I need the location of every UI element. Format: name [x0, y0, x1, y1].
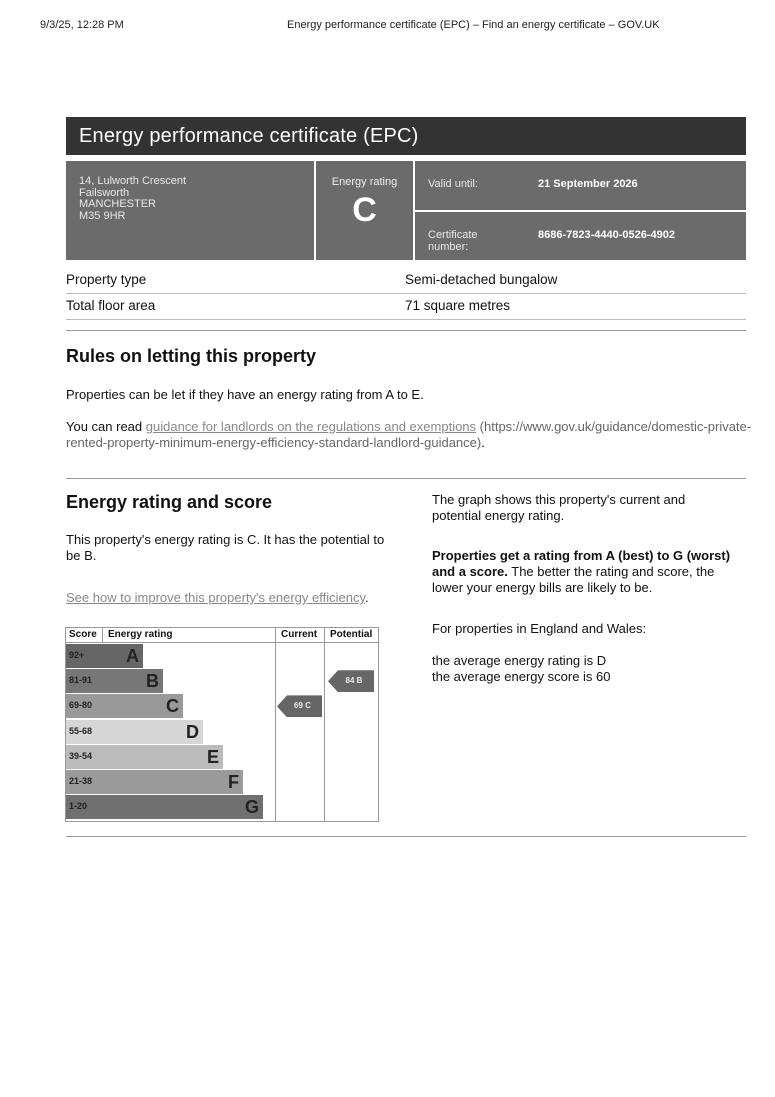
energy-rating-label: Energy rating: [331, 176, 398, 188]
chart-divider: [275, 628, 276, 821]
chart-header-rating: Energy rating: [108, 629, 173, 640]
band-score-label: 92+: [69, 650, 85, 660]
address-line: M35 9HR: [79, 209, 126, 222]
guidance-url-line2: rented-property-minimum-energy-efficiency-standard-landlord-guidance): [66, 435, 482, 450]
chart-header-rule: [66, 642, 378, 643]
band-bar: [103, 694, 183, 718]
property-type-label: Property type: [66, 272, 147, 287]
divider: [66, 836, 746, 837]
certificate-number-box: [415, 212, 746, 260]
rating-band-d: [66, 720, 275, 744]
chart-header-current: Current: [281, 629, 318, 640]
improve-para: [66, 590, 386, 606]
letting-para2-suffix: .: [481, 435, 485, 450]
band-bar: [103, 745, 223, 769]
band-score-label: 21-38: [69, 776, 93, 786]
certificate-number-value: 8686-7823-4440-0526-4902: [538, 229, 676, 241]
address-line: 14, Lulworth Crescent: [79, 175, 186, 187]
letting-para2-prefix: You can read: [66, 419, 146, 434]
band-score-label: 1-20: [69, 801, 88, 812]
floor-area-row: [66, 293, 746, 320]
letting-heading: Rules on letting this property: [66, 346, 317, 366]
valid-until-value: 21 September 2026: [538, 178, 638, 190]
guidance-url-line1: (https://www.gov.uk/guidance/domestic-private-: [479, 419, 752, 434]
floor-area-value: 71 square metres: [405, 298, 511, 313]
energy-rating-box: [316, 161, 413, 260]
band-bar: [103, 720, 203, 744]
band-letter: C: [166, 696, 179, 717]
band-score-label: 39-54: [69, 750, 93, 761]
property-type-value: Semi-detached bungalow: [405, 272, 558, 287]
chart-header-potential: Potential: [330, 629, 373, 640]
rating-explanation: [432, 548, 747, 596]
current-rating-arrow-label: 69 C: [294, 701, 311, 711]
print-date: 9/3/25, 12:28 PM: [40, 19, 124, 31]
band-letter: A: [126, 646, 139, 666]
divider: [66, 478, 746, 479]
rating-band-e: [66, 745, 275, 769]
rating-explanation-bold: Properties get a rating from A (best) to G (worst) and a score.: [432, 548, 731, 579]
band-letter: F: [228, 772, 239, 792]
rating-explanation-rest: The better the rating and score, the lower your energy bills are likely to be.: [432, 564, 715, 595]
band-bar: [103, 795, 263, 819]
band-letter: E: [206, 746, 219, 767]
address-line: MANCHESTER: [79, 198, 157, 210]
certificate-label-line1: Certificate: [428, 229, 478, 241]
valid-until-box: [415, 161, 746, 210]
energy-rating-chart: [65, 627, 379, 822]
potential-rating-arrow-label: 84 B: [345, 676, 363, 686]
rating-band-f: [66, 770, 275, 794]
current-rating-arrow: [277, 695, 322, 717]
certificate-label-line2: number:: [428, 241, 469, 253]
band-score-label: 69-80: [69, 700, 93, 711]
valid-until-label: Valid until:: [428, 178, 478, 190]
rating-band-c: [66, 694, 275, 718]
rating-band-g: [66, 795, 275, 819]
landlord-guidance-link[interactable]: guidance for landlords on the regulations and exemptions: [145, 419, 477, 434]
floor-area-label: Total floor area: [66, 298, 156, 313]
band-score-label: 55-68: [69, 725, 93, 736]
band-letter: D: [186, 721, 199, 742]
divider: [66, 330, 746, 331]
band-bar: [103, 770, 243, 794]
improve-suffix: .: [364, 590, 369, 605]
band-letter: G: [244, 797, 259, 818]
energy-rating-letter: C: [352, 191, 377, 229]
potential-rating-arrow: [328, 670, 374, 692]
band-bar: [103, 644, 143, 668]
letting-para1: Properties can be let if they have an energy rating from A to E.: [66, 387, 424, 402]
rating-band-b: [66, 669, 275, 693]
improve-efficiency-link[interactable]: See how to improve this property's energy efficiency: [66, 590, 365, 605]
epc-title: Energy performance certificate (EPC): [66, 117, 746, 155]
graph-description: The graph shows this property's current and potential energy rating.: [432, 492, 686, 523]
average-rating: the average energy rating is D: [432, 653, 607, 668]
chart-header-score: Score: [69, 629, 97, 640]
chart-divider: [324, 628, 325, 821]
chart-divider: [102, 628, 103, 642]
rating-band-a: [66, 644, 275, 668]
letting-para2: [66, 419, 756, 451]
property-type-row: [66, 267, 746, 294]
address-line: Failsworth: [79, 186, 130, 199]
band-letter: B: [146, 671, 159, 692]
band-score-label: 81-91: [69, 675, 93, 686]
band-bar: [103, 669, 163, 693]
print-page-title: Energy performance certificate (EPC) – Find an energy certificate – GOV.UK: [287, 19, 660, 31]
address-box: [66, 161, 314, 260]
england-wales-intro: For properties in England and Wales:: [432, 621, 647, 636]
average-score: the average energy score is 60: [432, 669, 611, 684]
energy-rating-heading: Energy rating and score: [66, 492, 273, 512]
rating-para1: This property's energy rating is C. It has the potential to be B.: [66, 532, 385, 563]
